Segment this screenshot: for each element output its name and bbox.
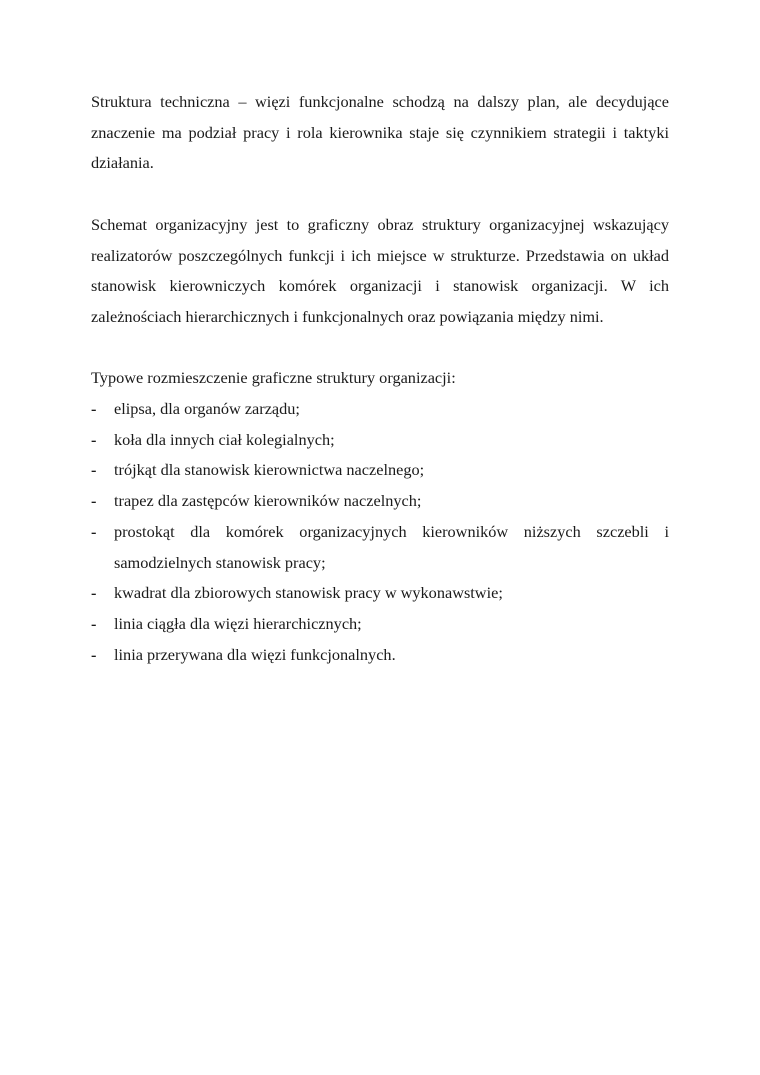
bullet-dash: - (91, 491, 97, 511)
list-item-text: linia ciągła dla więzi hierarchicznych; (114, 613, 362, 633)
list-item-text: koła dla innych ciał kolegialnych; (114, 429, 335, 449)
list-item-text: elipsa, dla organów zarządu; (114, 399, 300, 418)
list-item-trapezoid (91, 486, 669, 517)
document-body (91, 87, 669, 670)
list-item-triangle (91, 455, 669, 486)
list-item-text: kwadrat dla zbiorowych stanowisk pracy w wykonawstwie; (114, 583, 503, 603)
list-item-ellipse (91, 394, 669, 425)
bullet-dash: - (91, 521, 97, 541)
list-item-dashed-line (91, 640, 669, 671)
list-item-solid-line (91, 609, 669, 640)
list-item-text: trójkąt dla stanowisk kierownictwa naczelnego; (114, 460, 425, 480)
paragraph-org-chart-definition: Schemat organizacyjny jest to graficzny obraz struktury organizacyjnej wskazujący realizatorów poszczególnych funkcji i ich miejsce w strukturze. Przedstawia on układ stanowisk kierowniczych komórek organizacji i stanowisk organizacji. W ich zależnościach hierarchicznych i funkcjonalnych oraz powiązania między nimi. (91, 214, 669, 326)
list-item-text: prostokąt dla komórek organizacyjnych kierowników niższych szczebli i samodzielnych stanowisk pracy; (114, 521, 669, 572)
bullet-dash: - (91, 460, 97, 480)
bullet-dash: - (91, 583, 97, 603)
shape-legend-list (91, 394, 669, 670)
bullet-dash: - (91, 644, 97, 664)
list-item-text: trapez dla zastępców kierowników naczelnych; (114, 491, 422, 511)
list-item-text: linia przerywana dla więzi funkcjonalnych. (114, 644, 396, 664)
bullet-dash: - (91, 429, 97, 449)
bullet-dash: - (91, 613, 97, 633)
bullet-dash: - (91, 399, 97, 418)
paragraph-list-intro: Typowe rozmieszczenie graficzne struktury organizacji: (91, 368, 456, 388)
list-item-rectangle (91, 517, 669, 578)
list-item-square (91, 578, 669, 609)
list-item-circles (91, 425, 669, 456)
paragraph-technical-structure: Struktura techniczna – więzi funkcjonalne schodzą na dalszy plan, ale decydujące znaczenie ma podział pracy i rola kierownika staje się czynnikiem strategii i taktyki działania. (91, 92, 669, 173)
